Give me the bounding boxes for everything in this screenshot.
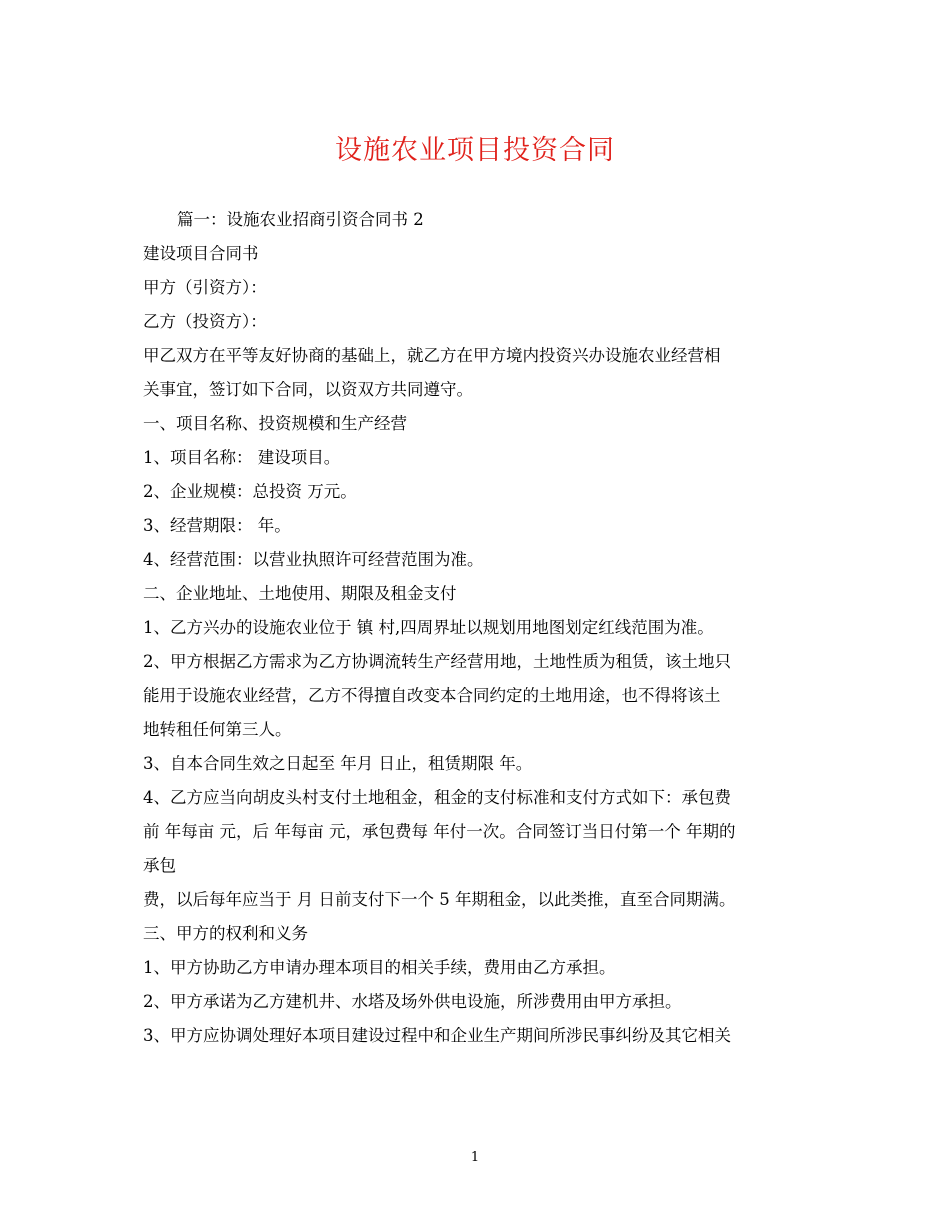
paragraph-line: 4、乙方应当向胡皮头村支付土地租金，租金的支付标准和支付方式如下：承包费 — [143, 788, 731, 807]
paragraph-line: 2、甲方承诺为乙方建机井、水塔及场外供电设施，所涉费用由甲方承担。 — [143, 992, 682, 1011]
paragraph-line: 3、甲方应协调处理好本项目建设过程中和企业生产期间所涉民事纠纷及其它相关 — [143, 1026, 731, 1045]
document-body — [143, 203, 811, 1053]
page-number: 1 — [470, 1150, 480, 1165]
section-heading: 篇一：设施农业招商引资合同书 2 — [177, 210, 424, 229]
paragraph-line: 2、企业规模：总投资 万元。 — [143, 482, 357, 501]
paragraph-line: 承包 — [143, 856, 176, 875]
paragraph-line: 4、经营范围：以营业执照许可经营范围为准。 — [143, 550, 484, 569]
clause-heading: 一、项目名称、投资规模和生产经营 — [143, 414, 407, 433]
paragraph-line: 甲方（引资方）： — [143, 278, 267, 297]
paragraph-line: 2、甲方根据乙方需求为乙方协调流转生产经营用地，土地性质为租赁，该土地只 — [143, 652, 731, 671]
paragraph-line: 1、乙方兴办的设施农业位于 镇 村,四周界址以规划用地图划定红线范围为准。 — [143, 618, 714, 637]
clause-heading: 二、企业地址、土地使用、期限及租金支付 — [143, 584, 457, 603]
paragraph-line: 乙方（投资方）： — [143, 312, 267, 331]
paragraph-line: 关事宜，签订如下合同，以资双方共同遵守。 — [143, 380, 473, 399]
paragraph-line: 3、经营期限： 年。 — [143, 516, 291, 535]
document-title: 设施农业项目投资合同 — [335, 135, 615, 166]
clause-heading: 三、甲方的权利和义务 — [143, 924, 308, 943]
paragraph-line: 甲乙双方在平等友好协商的基础上，就乙方在甲方境内投资兴办设施农业经营相 — [143, 346, 721, 365]
paragraph-line: 能用于设施农业经营，乙方不得擅自改变本合同约定的土地用途，也不得将该土 — [143, 686, 721, 705]
paragraph-line: 1、甲方协助乙方申请办理本项目的相关手续，费用由乙方承担。 — [143, 958, 616, 977]
paragraph-line: 前 年每亩 元，后 年每亩 元，承包费每 年付一次。合同签订当日付第一个 年期的 — [143, 822, 736, 841]
paragraph-line: 建设项目合同书 — [143, 244, 259, 263]
paragraph-line: 费，以后每年应当于 月 日前支付下一个 5 年期租金，以此类推，直至合同期满。 — [143, 890, 736, 909]
paragraph-line: 3、自本合同生效之日起至 年月 日止，租赁期限 年。 — [143, 754, 533, 773]
paragraph-line: 地转租任何第三人。 — [143, 720, 292, 739]
paragraph-line: 1、项目名称： 建设项目。 — [143, 448, 341, 467]
